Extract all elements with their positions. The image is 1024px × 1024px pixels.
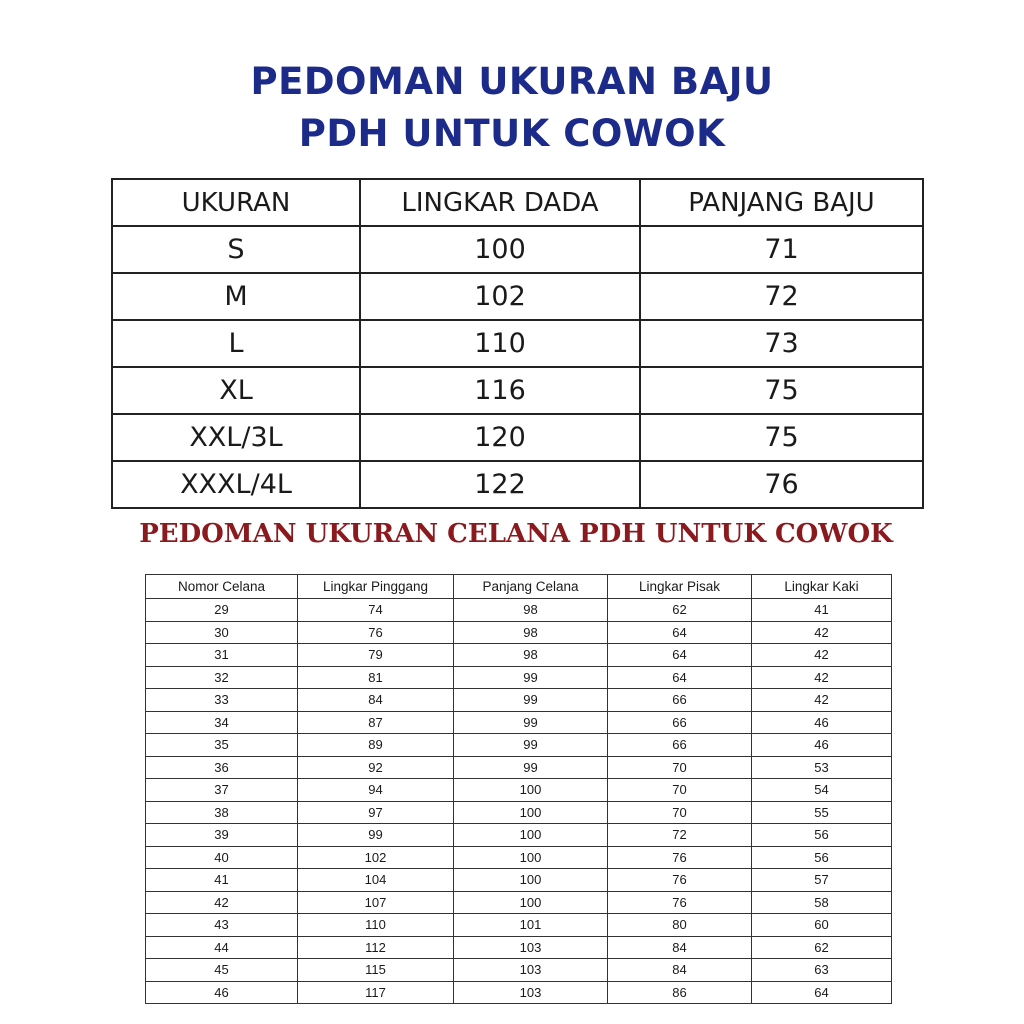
shirt-cell: 120 (360, 414, 640, 461)
pants-table-body (146, 599, 892, 1004)
pants-cell: 99 (298, 824, 454, 847)
pants-header-cell: Lingkar Pisak (608, 575, 752, 599)
pants-cell: 102 (298, 846, 454, 869)
pants-size-title: PEDOMAN UKURAN CELANA PDH UNTUK COWOK (139, 519, 893, 549)
pants-row (146, 959, 892, 982)
pants-cell: 35 (146, 734, 298, 757)
pants-cell: 34 (146, 711, 298, 734)
shirt-row (112, 273, 923, 320)
pants-cell: 56 (752, 846, 892, 869)
pants-cell: 103 (454, 936, 608, 959)
pants-row (146, 756, 892, 779)
pants-cell: 84 (608, 936, 752, 959)
shirt-row (112, 320, 923, 367)
pants-cell: 74 (298, 599, 454, 622)
shirt-cell: S (112, 226, 360, 273)
pants-cell: 112 (298, 936, 454, 959)
shirt-header-cell: UKURAN (112, 179, 360, 226)
pants-cell: 38 (146, 801, 298, 824)
shirt-row (112, 367, 923, 414)
pants-cell: 76 (608, 869, 752, 892)
pants-cell: 62 (608, 599, 752, 622)
pants-cell: 66 (608, 734, 752, 757)
shirt-cell: XXXL/4L (112, 461, 360, 508)
pants-row (146, 824, 892, 847)
pants-cell: 63 (752, 959, 892, 982)
shirt-cell: 116 (360, 367, 640, 414)
pants-cell: 66 (608, 711, 752, 734)
pants-cell: 56 (752, 824, 892, 847)
pants-cell: 64 (608, 666, 752, 689)
pants-cell: 92 (298, 756, 454, 779)
pants-cell: 81 (298, 666, 454, 689)
pants-row (146, 689, 892, 712)
pants-row (146, 779, 892, 802)
pants-cell: 100 (454, 846, 608, 869)
pants-cell: 70 (608, 779, 752, 802)
pants-cell: 117 (298, 981, 454, 1004)
pants-cell: 76 (608, 846, 752, 869)
pants-row (146, 599, 892, 622)
pants-row (146, 734, 892, 757)
pants-cell: 89 (298, 734, 454, 757)
shirt-header-cell: LINGKAR DADA (360, 179, 640, 226)
shirt-cell: 72 (640, 273, 923, 320)
pants-cell: 42 (752, 666, 892, 689)
pants-cell: 94 (298, 779, 454, 802)
pants-header-cell: Panjang Celana (454, 575, 608, 599)
pants-cell: 100 (454, 779, 608, 802)
pants-cell: 53 (752, 756, 892, 779)
shirt-header-cell: PANJANG BAJU (640, 179, 923, 226)
pants-cell: 98 (454, 621, 608, 644)
pants-cell: 64 (608, 621, 752, 644)
pants-cell: 100 (454, 891, 608, 914)
shirt-table-body (112, 226, 923, 508)
pants-cell: 42 (146, 891, 298, 914)
pants-header-cell: Lingkar Pinggang (298, 575, 454, 599)
pants-cell: 42 (752, 689, 892, 712)
pants-cell: 45 (146, 959, 298, 982)
shirt-cell: 76 (640, 461, 923, 508)
pants-cell: 99 (454, 689, 608, 712)
pants-size-table (145, 574, 892, 1004)
shirt-cell: 102 (360, 273, 640, 320)
pants-cell: 79 (298, 644, 454, 667)
pants-row (146, 621, 892, 644)
pants-cell: 40 (146, 846, 298, 869)
pants-cell: 99 (454, 734, 608, 757)
pants-cell: 41 (752, 599, 892, 622)
pants-cell: 42 (752, 644, 892, 667)
pants-row (146, 869, 892, 892)
pants-row (146, 936, 892, 959)
pants-header-cell: Lingkar Kaki (752, 575, 892, 599)
pants-cell: 55 (752, 801, 892, 824)
pants-cell: 41 (146, 869, 298, 892)
shirt-cell: 71 (640, 226, 923, 273)
shirt-cell: XXL/3L (112, 414, 360, 461)
pants-cell: 98 (454, 599, 608, 622)
pants-cell: 43 (146, 914, 298, 937)
pants-cell: 72 (608, 824, 752, 847)
pants-cell: 70 (608, 756, 752, 779)
pants-cell: 70 (608, 801, 752, 824)
pants-cell: 84 (608, 959, 752, 982)
pants-cell: 60 (752, 914, 892, 937)
pants-cell: 37 (146, 779, 298, 802)
pants-cell: 42 (752, 621, 892, 644)
pants-cell: 30 (146, 621, 298, 644)
pants-cell: 64 (608, 644, 752, 667)
shirt-cell: L (112, 320, 360, 367)
shirt-row (112, 226, 923, 273)
pants-cell: 100 (454, 801, 608, 824)
pants-cell: 62 (752, 936, 892, 959)
pants-row (146, 914, 892, 937)
pants-cell: 103 (454, 959, 608, 982)
pants-cell: 44 (146, 936, 298, 959)
shirt-size-table (111, 178, 924, 509)
pants-cell: 64 (752, 981, 892, 1004)
shirt-cell: 110 (360, 320, 640, 367)
pants-row (146, 711, 892, 734)
pants-cell: 57 (752, 869, 892, 892)
pants-cell: 76 (608, 891, 752, 914)
pants-cell: 98 (454, 644, 608, 667)
pants-cell: 99 (454, 756, 608, 779)
pants-cell: 66 (608, 689, 752, 712)
pants-cell: 46 (752, 711, 892, 734)
pants-row (146, 891, 892, 914)
shirt-cell: 122 (360, 461, 640, 508)
shirt-cell: M (112, 273, 360, 320)
pants-cell: 115 (298, 959, 454, 982)
shirt-row (112, 414, 923, 461)
shirt-title-line-2: PDH UNTUK COWOK (298, 112, 726, 155)
shirt-header-row (112, 179, 923, 226)
pants-cell: 58 (752, 891, 892, 914)
pants-header-row (146, 575, 892, 599)
shirt-row (112, 461, 923, 508)
pants-cell: 31 (146, 644, 298, 667)
shirt-cell: XL (112, 367, 360, 414)
pants-cell: 32 (146, 666, 298, 689)
shirt-cell: 100 (360, 226, 640, 273)
shirt-title-line-1: PEDOMAN UKURAN BAJU (250, 60, 774, 103)
shirt-cell: 75 (640, 367, 923, 414)
pants-row (146, 644, 892, 667)
pants-cell: 99 (454, 711, 608, 734)
shirt-cell: 73 (640, 320, 923, 367)
pants-cell: 100 (454, 869, 608, 892)
pants-row (146, 981, 892, 1004)
pants-cell: 87 (298, 711, 454, 734)
pants-row (146, 846, 892, 869)
shirt-cell: 75 (640, 414, 923, 461)
pants-cell: 80 (608, 914, 752, 937)
pants-cell: 36 (146, 756, 298, 779)
pants-cell: 97 (298, 801, 454, 824)
pants-cell: 46 (752, 734, 892, 757)
pants-row (146, 666, 892, 689)
pants-cell: 29 (146, 599, 298, 622)
pants-row (146, 801, 892, 824)
pants-cell: 39 (146, 824, 298, 847)
pants-cell: 86 (608, 981, 752, 1004)
pants-cell: 76 (298, 621, 454, 644)
shirt-size-title (0, 56, 1024, 160)
pants-cell: 107 (298, 891, 454, 914)
pants-cell: 103 (454, 981, 608, 1004)
pants-cell: 46 (146, 981, 298, 1004)
pants-header-cell: Nomor Celana (146, 575, 298, 599)
pants-cell: 84 (298, 689, 454, 712)
pants-cell: 110 (298, 914, 454, 937)
pants-cell: 101 (454, 914, 608, 937)
pants-cell: 99 (454, 666, 608, 689)
pants-cell: 54 (752, 779, 892, 802)
pants-cell: 104 (298, 869, 454, 892)
pants-cell: 33 (146, 689, 298, 712)
pants-cell: 100 (454, 824, 608, 847)
